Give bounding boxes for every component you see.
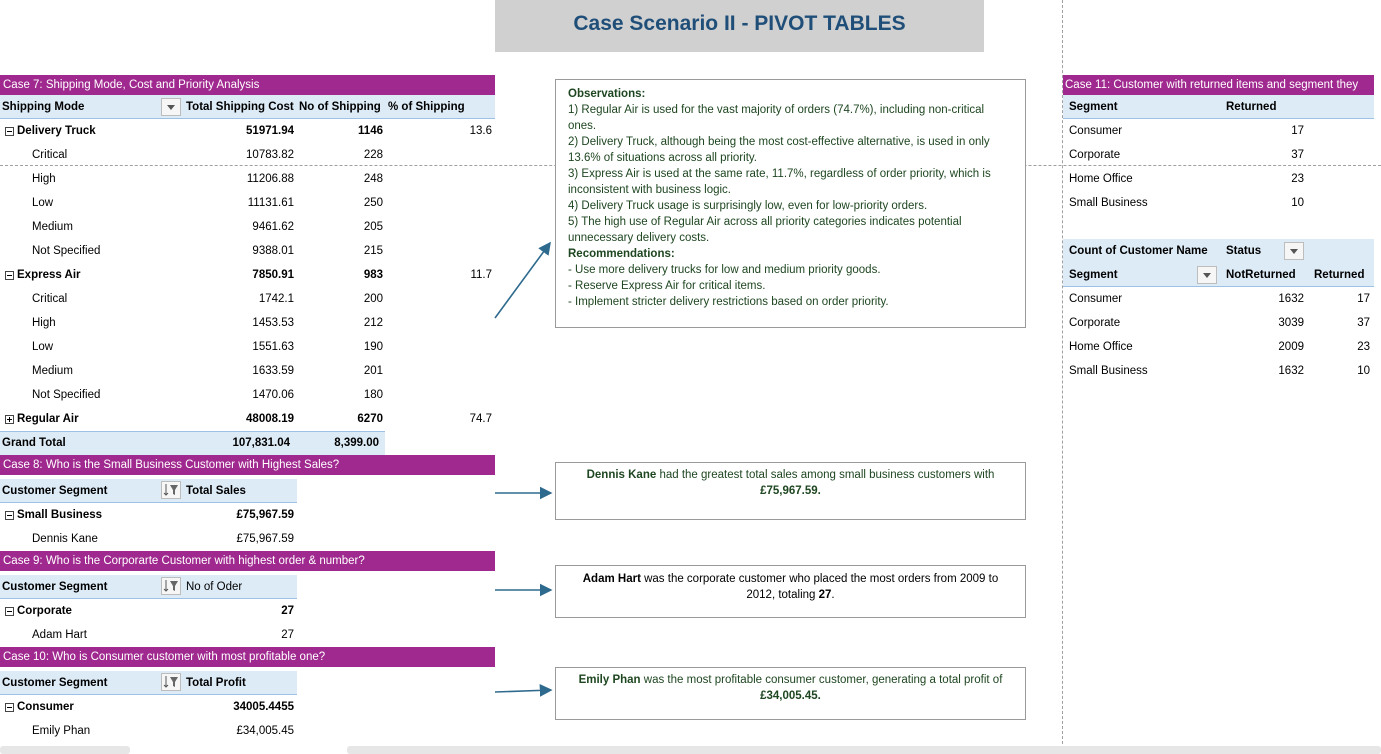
sheet-tab-scrollbar[interactable] <box>0 746 130 754</box>
case10-customer-value: £34,005.45 <box>236 725 294 737</box>
case7-priority-cost: 1633.59 <box>252 365 294 377</box>
case7-priority-label: Not Specified <box>32 245 101 257</box>
observation-line: 2) Delivery Truck, although being the most cost-effective alternative, is used in only <box>568 136 990 148</box>
case7-priority-cost: 10783.82 <box>246 149 294 161</box>
case7-priority-label: Low <box>32 197 54 209</box>
case8-customer-value: £75,967.59 <box>236 533 294 545</box>
case7-priority-label: Medium <box>32 221 73 233</box>
case8-note-text: had the greatest total sales among small business customers with <box>656 469 995 481</box>
case7-priority-cost: 11206.88 <box>246 173 294 185</box>
case11b-segment-label: Small Business <box>1069 365 1148 377</box>
observation-line: 1) Regular Air is used for the vast majority of orders (74.7%), including non-critical <box>568 104 985 116</box>
observation-line: 13.6% of situations across all priority. <box>568 152 757 164</box>
observation-line: 5) The high use of Regular Air across all priority categories indicates potential <box>568 216 962 228</box>
case11-returned-value: 37 <box>1291 149 1304 161</box>
case10-customer-label: Emily Phan <box>32 725 91 737</box>
case7-priority-num: 228 <box>363 149 383 161</box>
horizontal-scrollbar[interactable] <box>347 746 1381 754</box>
case9-customer-label: Adam Hart <box>32 629 87 641</box>
case7-priority-num: 212 <box>363 317 383 329</box>
case10-header-total-profit: Total Profit <box>186 677 246 689</box>
case7-priority-cost: 1551.63 <box>252 341 294 353</box>
case11-segment-label: Corporate <box>1069 149 1121 161</box>
observation-line: unnecessary delivery costs. <box>568 232 710 244</box>
case8-note-value: £75,967.59. <box>760 485 821 497</box>
case9-group-label: Corporate <box>17 605 72 617</box>
case10-note-text: was the most profitable consumer customer, generating a total profit of <box>640 674 1003 686</box>
case7-grand-total-cost: 107,831.04 <box>232 437 290 449</box>
case7-priority-num: 248 <box>363 173 383 185</box>
case8-customer-label: Dennis Kane <box>32 533 98 545</box>
case7-priority-label: Medium <box>32 365 73 377</box>
case9-header-no-of-order: No of Oder <box>186 581 243 593</box>
case11-returned-value: 17 <box>1291 125 1304 137</box>
case11b-notreturned-value: 3039 <box>1278 317 1304 329</box>
case7-group-num: 6270 <box>357 413 383 425</box>
case7-group-label: Express Air <box>17 269 81 281</box>
case7-priority-label: Critical <box>32 149 68 161</box>
case11b-header-returned: Returned <box>1314 269 1365 281</box>
case11-segment-label: Small Business <box>1069 197 1148 209</box>
case11b-header-notreturned: NotReturned <box>1226 269 1296 281</box>
case11b-header-segment: Segment <box>1069 269 1118 281</box>
case11-returned-value: 10 <box>1291 197 1304 209</box>
case7-priority-label: High <box>32 173 56 185</box>
case8-note-name: Dennis Kane <box>586 469 657 481</box>
case7-priority-num: 215 <box>363 245 383 257</box>
case9-note-text2: 2012, totaling <box>746 589 819 601</box>
case7-heading: Case 7: Shipping Mode, Cost and Priority Analysis <box>0 75 495 95</box>
case7-group-pct: 11.7 <box>470 269 492 281</box>
case11b-segment-label: Corporate <box>1069 317 1121 329</box>
case11-segment-label: Home Office <box>1069 173 1133 185</box>
case7-header-shipping-mode: Shipping Mode <box>2 101 85 113</box>
recommendation-line: - Use more delivery trucks for low and medium priority goods. <box>568 264 881 276</box>
case11-heading: Case 11: Customer with returned items and segment they <box>1063 75 1374 95</box>
case7-header-no-shipping: No of Shipping <box>299 101 381 113</box>
case7-grand-total-label: Grand Total <box>2 437 66 449</box>
case8-header-segment: Customer Segment <box>2 485 108 497</box>
case7-priority-num: 190 <box>363 341 383 353</box>
case7-priority-num: 201 <box>363 365 383 377</box>
case9-note-value: 27 <box>818 589 832 601</box>
case7-group-cost: 48008.19 <box>246 413 294 425</box>
case11b-count-label: Count of Customer Name <box>1069 245 1208 257</box>
case7-grand-total-num: 8,399.00 <box>334 437 379 449</box>
case11b-notreturned-value: 1632 <box>1278 293 1304 305</box>
observations-heading: Observations: <box>568 88 646 100</box>
case11b-segment-filter-dropdown[interactable] <box>1197 266 1217 284</box>
recommendations-heading: Recommendations: <box>568 248 675 260</box>
case10-note-name: Emily Phan <box>578 674 641 686</box>
observation-line: ones. <box>568 120 597 132</box>
case8-group-label: Small Business <box>17 509 103 521</box>
case7-group-num: 983 <box>363 269 383 281</box>
case10-header-segment: Customer Segment <box>2 677 108 689</box>
case8-note-textbox[interactable] <box>555 462 1026 520</box>
case9-heading: Case 9: Who is the Corporarte Customer with highest order & number? <box>0 551 495 571</box>
case9-customer-value: 27 <box>281 629 294 641</box>
case7-priority-num: 200 <box>363 293 383 305</box>
case9-note-end: . <box>831 589 835 601</box>
case9-header-segment: Customer Segment <box>2 581 108 593</box>
case11b-notreturned-value: 1632 <box>1278 365 1304 377</box>
case7-group-label: Delivery Truck <box>17 125 96 137</box>
case11b-segment-label: Home Office <box>1069 341 1133 353</box>
case7-header-pct-shipping: % of Shipping <box>388 101 465 113</box>
observation-line: 4) Delivery Truck usage is surprisingly low, even for low-priority orders. <box>568 200 928 212</box>
page-title: Case Scenario II - PIVOT TABLES <box>573 12 906 35</box>
case11b-returned-value: 17 <box>1357 293 1370 305</box>
case10-heading: Case 10: Who is Consumer customer with most profitable one? <box>0 647 495 667</box>
case7-priority-label: High <box>32 317 56 329</box>
case7-header-total-cost: Total Shipping Cost <box>186 101 294 113</box>
case7-priority-cost: 1470.06 <box>252 389 294 401</box>
case11-header-returned: Returned <box>1226 101 1277 113</box>
case7-group-cost: 7850.91 <box>252 269 294 281</box>
recommendation-line: - Implement stricter delivery restrictions based on order priority. <box>568 296 889 308</box>
case11b-status-filter-dropdown[interactable] <box>1284 242 1304 260</box>
case7-group-pct: 13.6 <box>469 125 492 137</box>
arrow-case7-to-observations <box>495 243 550 318</box>
case7-priority-cost: 9388.01 <box>252 245 294 257</box>
case10-group-value: 34005.4455 <box>233 701 294 713</box>
observation-line: inconsistent with business logic. <box>568 184 731 196</box>
case7-priority-cost: 1742.1 <box>258 293 294 305</box>
case11b-returned-value: 10 <box>1357 365 1370 377</box>
case9-note-name: Adam Hart <box>582 573 641 585</box>
case7-priority-cost: 11131.61 <box>247 197 294 209</box>
case7-group-pct: 74.7 <box>469 413 492 425</box>
case11b-notreturned-value: 2009 <box>1278 341 1304 353</box>
recommendation-line: - Reserve Express Air for critical items. <box>568 280 766 292</box>
case11-segment-label: Consumer <box>1069 125 1123 137</box>
case7-priority-num: 205 <box>363 221 383 233</box>
case7-group-label: Regular Air <box>17 413 79 425</box>
case9-note-textbox[interactable] <box>555 565 1026 618</box>
case7-priority-label: Not Specified <box>32 389 101 401</box>
case11b-status-label: Status <box>1226 245 1262 257</box>
case7-group-num: 1146 <box>358 125 383 137</box>
case8-header-total-sales: Total Sales <box>186 485 246 497</box>
observation-line: 3) Express Air is used at the same rate, 11.7%, regardless of order priority, which is <box>568 168 991 180</box>
case11-header-segment: Segment <box>1069 101 1118 113</box>
case7-priority-label: Critical <box>32 293 68 305</box>
case9-group-value: 27 <box>281 605 294 617</box>
case7-priority-num: 180 <box>363 389 383 401</box>
case10-note-textbox[interactable] <box>555 667 1026 720</box>
case8-group-value: £75,967.59 <box>236 509 294 521</box>
case9-note-text: was the corporate customer who placed the most orders from 2009 to <box>640 573 999 585</box>
case7-priority-label: Low <box>32 341 54 353</box>
observations-textbox[interactable] <box>555 79 1026 328</box>
case7-group-cost: 51971.94 <box>246 125 294 137</box>
case10-note-value: £34,005.45. <box>760 690 821 702</box>
case11b-segment-label: Consumer <box>1069 293 1123 305</box>
case10-group-label: Consumer <box>17 701 74 713</box>
case7-priority-cost: 9461.62 <box>252 221 294 233</box>
case11b-returned-value: 37 <box>1357 317 1370 329</box>
arrow-case10-to-note <box>495 690 551 692</box>
case11-returned-value: 23 <box>1291 173 1304 185</box>
case7-priority-num: 250 <box>363 197 383 209</box>
case8-heading: Case 8: Who is the Small Business Customer with Highest Sales? <box>0 455 495 475</box>
case7-priority-cost: 1453.53 <box>252 317 294 329</box>
case11b-returned-value: 23 <box>1357 341 1370 353</box>
